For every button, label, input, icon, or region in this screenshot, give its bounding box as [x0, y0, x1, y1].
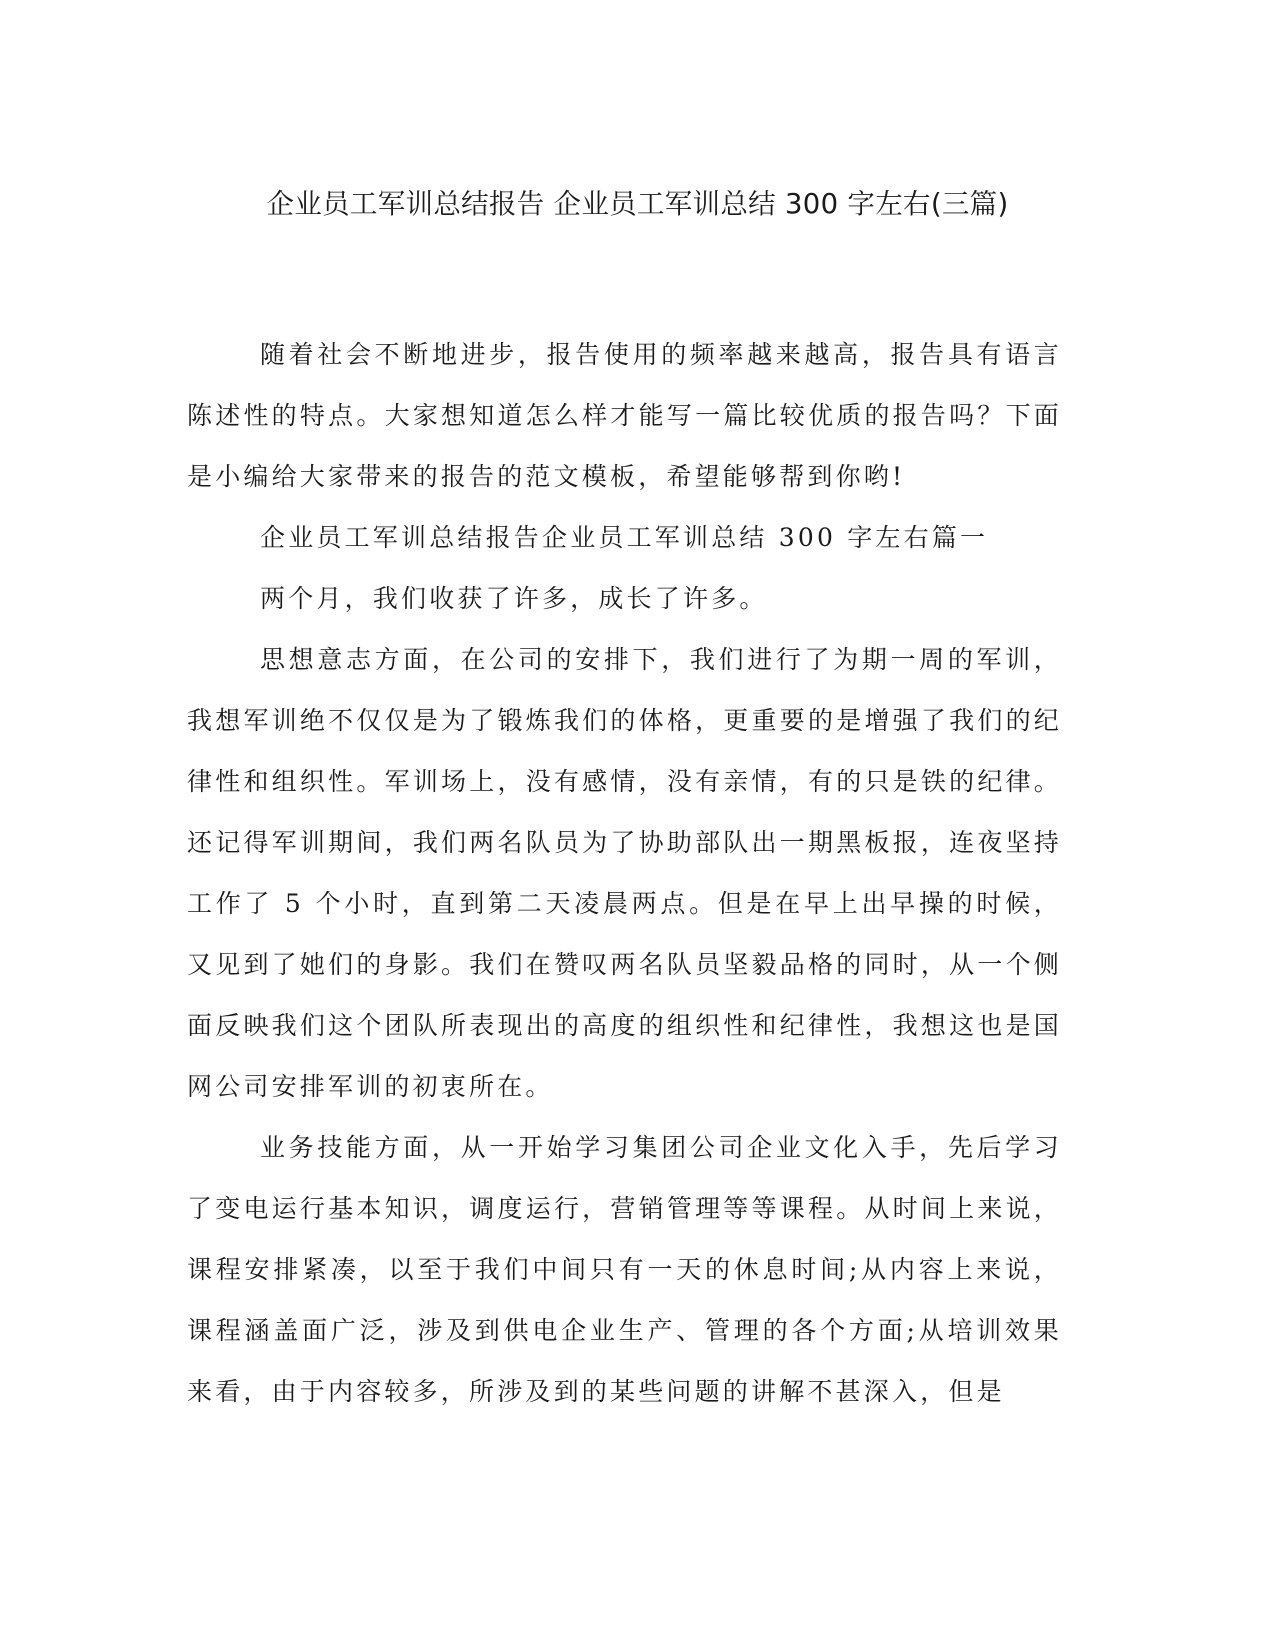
section-heading: 企业员工军训总结报告企业员工军训总结 300 字左右篇一	[260, 523, 989, 552]
paragraph-intro: 随着社会不断地进步，报告使用的频率越来越高，报告具有语言陈述性的特点。大家想知道怎么样才能写一篇比较优质的报告吗？下面是小编给大家带来的报告的范文模板，希望能够帮到你哟!	[187, 340, 1062, 491]
paragraph-skills: 业务技能方面，从一开始学习集团公司企业文化入手，先后学习了变电运行基本知识，调度运行，营销管理等等课程。从时间上来说，课程安排紧凑，以至于我们中间只有一天的休息时间;从内容上来说，课程涵盖面广泛，涉及到供电企业生产、管理的各个方面;从培训效果来看，由于内容较多，所涉及到的某些问题的讲解不甚深入，但是	[187, 1133, 1062, 1406]
paragraph-summary: 两个月，我们收获了许多，成长了许多。	[260, 584, 768, 613]
document-body	[187, 324, 1062, 1422]
paragraph-ideology: 思想意志方面，在公司的安排下，我们进行了为期一周的军训，我想军训绝不仅仅是为了锻炼我们的体格，更重要的是增强了我们的纪律性和组织性。军训场上，没有感情，没有亲情，有的只是铁的纪律。还记得军训期间，我们两名队员为了协助部队出一期黑板报，连夜坚持工作了 5 个小时，直到第二天凌晨两点。但是在早上出早操的时候，又见到了她们的身影。我们在赞叹两名队员坚毅品格的同时，从一个侧面反映我们这个团队所表现出的高度的组织性和纪律性，我想这也是国网公司安排军训的初衷所在。	[187, 645, 1062, 1101]
document-title: 企业员工军训总结报告 企业员工军训总结 300 字左右(三篇)	[266, 188, 1009, 220]
